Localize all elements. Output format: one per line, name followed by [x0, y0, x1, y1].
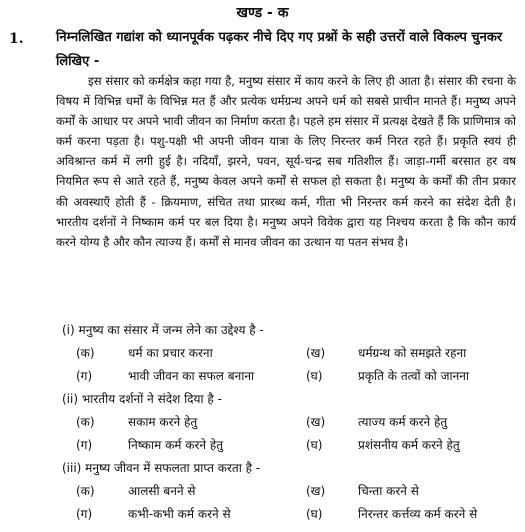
option-row	[62, 434, 512, 457]
option-text: प्रशंसनीय कर्म करने हेतु	[358, 438, 460, 452]
option-text: चिन्ता करने से	[358, 484, 419, 498]
question-stem: (i) मनुष्य का संसार में जन्म लेने का उद्देश्य है -	[62, 323, 264, 337]
option-text: प्रकृति के तत्वों को जानना	[358, 369, 470, 383]
option-label: (ग)	[76, 507, 93, 521]
option-label: (घ)	[306, 369, 323, 383]
option-row	[62, 365, 512, 388]
question-1	[62, 319, 512, 388]
option-ka[interactable]	[76, 411, 197, 434]
option-label: (घ)	[306, 507, 323, 521]
option-text: धर्मग्रन्थ को समझते रहना	[358, 346, 467, 360]
option-row	[62, 480, 512, 503]
option-kha[interactable]	[306, 480, 419, 503]
instruction-text: निम्नलिखित गद्यांश को ध्यानपूर्वक पढ़कर नीचे दिए गए प्रश्नों के सही उत्तरों वाले विकल्प चुनकर लिखिए -	[56, 30, 503, 69]
option-label: (ख)	[306, 484, 326, 498]
option-text: कभी-कभी कर्म करने से	[128, 507, 231, 521]
option-text: निष्काम कर्म करने हेतु	[128, 438, 224, 452]
option-label: (ख)	[306, 346, 326, 360]
option-kha[interactable]	[306, 411, 447, 434]
option-label: (ख)	[306, 415, 326, 429]
option-text: निरन्तर कर्त्तव्य कर्म करने से	[358, 507, 478, 521]
option-row	[62, 503, 512, 526]
section-title: खण्ड - क	[236, 5, 289, 21]
option-ka[interactable]	[76, 342, 213, 365]
option-text: धर्म का प्रचार करना	[128, 346, 213, 360]
option-ga[interactable]	[76, 503, 231, 526]
question-number: 1.	[9, 31, 24, 47]
option-text: त्याज्य कर्म करने हेतु	[358, 415, 448, 429]
question-stem: (iii) मनुष्य जीवन में सफलता प्राप्त करता है -	[62, 461, 261, 475]
option-ga[interactable]	[76, 434, 223, 457]
question-2	[62, 388, 512, 457]
option-gha[interactable]	[306, 434, 460, 457]
option-row	[62, 342, 512, 365]
option-kha[interactable]	[306, 342, 466, 365]
option-label: (क)	[76, 484, 95, 498]
option-row	[62, 411, 512, 434]
option-ga[interactable]	[76, 365, 254, 388]
option-label: (घ)	[306, 438, 323, 452]
option-gha[interactable]	[306, 365, 469, 388]
option-label: (क)	[76, 346, 95, 360]
option-text: आलसी बनने से	[128, 484, 196, 498]
option-label: (क)	[76, 415, 95, 429]
option-ka[interactable]	[76, 480, 196, 503]
option-label: (ग)	[76, 369, 93, 383]
option-label: (ग)	[76, 438, 93, 452]
passage-text: इस संसार को कर्मक्षेत्र कहा गया है, मनुष्य संसार में काय करने के लिए ही आता है। संसार की रचना के विषय में विभिन्न धर्मों के विभिन्न मत हैं और प्रत्येक धर्मग्रन्थ अपने धर्म को सबसे प्राचीन मानते हैं। मनुष्य अपने कर्मों के आधार पर अपने भावी जीवन का निर्माण करता है। पहले हम संसार में प्रत्यक्ष देखते हैं कि प्राणिमात्र को कर्म करना पड़ता है। पशु-पक्षी भी अपनी जीवन यात्रा के लिए निरन्तर कर्म निरत रहते हैं। प्रकृति स्वयं ही अविश्रान्त कर्म में लगी हुई है। नदियाँ, झरने, पवन, सूर्य-चन्द्र सब गतिशील हैं। जाड़ा-गर्मी बरसात हर वष नियमित रूप से आते रहते हैं, मनुष्य केवल अपने कर्मों से सफल हो सकता है। मनुष्य के कर्मों की तीन प्रकार की अवस्थाएँ होती हैं - क्रियमाण, संचित तथा प्रारब्ध कर्म, गीता भी निरन्तर कर्म करने का संदेश देती है। भारतीय दर्शनों ने निष्काम कर्म पर बल दिया है। मनुष्य अपने विवेक द्वारा यह निश्चय करता है कि कौन कार्य करने योग्य है और कौन त्याज्य हैं। कर्मों से मानव जीवन का उत्थान या पतन संभव है।	[56, 74, 516, 249]
option-gha[interactable]	[306, 503, 477, 526]
option-text: भावी जीवन का सफल बनाना	[128, 369, 255, 383]
questions-list	[62, 319, 512, 526]
question-3	[62, 457, 512, 526]
question-stem: (ii) भारतीय दर्शनों ने संदेश दिया है -	[62, 392, 222, 406]
option-text: सकाम करने हेतु	[128, 415, 198, 429]
